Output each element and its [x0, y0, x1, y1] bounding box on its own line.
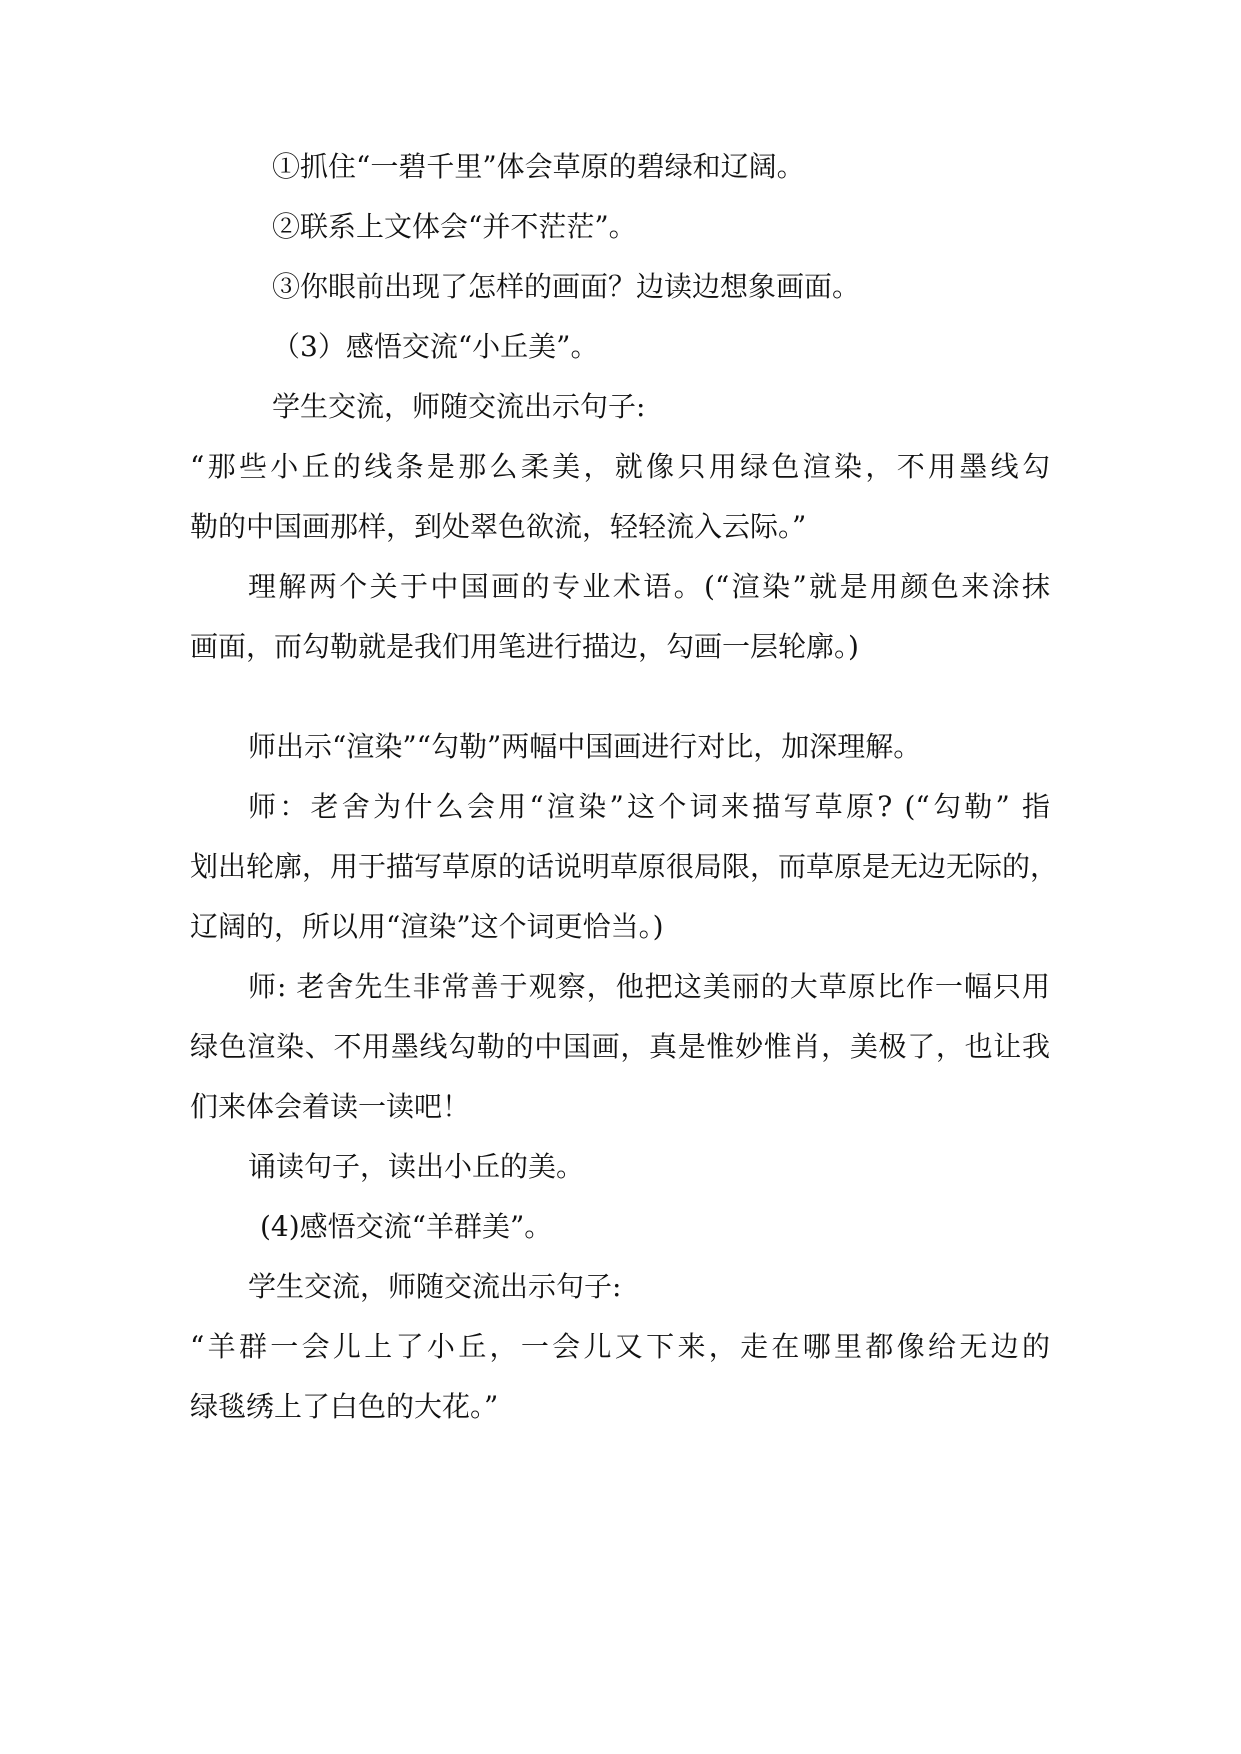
- text-line: 绿色渲染、不用墨线勾勒的中国画，真是惟妙惟肖，美极了，也让我: [190, 1030, 1050, 1063]
- quote-line: “羊群一会儿上了小丘，一会儿又下来，走在哪里都像给无边的: [190, 1330, 1050, 1363]
- text-line: 学生交流，师随交流出示句子:: [272, 390, 646, 423]
- section-heading: (4)感悟交流“羊群美”。: [260, 1210, 553, 1243]
- text-line: 学生交流，师随交流出示句子:: [248, 1270, 622, 1303]
- text-line: 画面，而勾勒就是我们用笔进行描边，勾画一层轮廓。): [190, 630, 859, 663]
- text-line: 划出轮廓，用于描写草原的话说明草原很局限，而草原是无边无际的，: [190, 850, 1059, 883]
- text-line: 辽阔的，所以用“渲染”这个词更恰当。): [190, 910, 664, 943]
- section-heading: （3）感悟交流“小丘美”。: [272, 330, 599, 363]
- text-line: 们来体会着读一读吧！: [190, 1090, 471, 1123]
- quote-line: 绿毯绣上了白色的大花。”: [190, 1390, 499, 1423]
- text-line: ③你眼前出现了怎样的画面？边读边想象画面。: [272, 270, 861, 303]
- quote-line: 勒的中国画那样，到处翠色欲流，轻轻流入云际。”: [190, 510, 807, 543]
- quote-line: “那些小丘的线条是那么柔美，就像只用绿色渲染，不用墨线勾: [190, 450, 1050, 483]
- text-line: 师: 老舍先生非常善于观察，他把这美丽的大草原比作一幅只用: [248, 970, 1050, 1003]
- text-line: 理解两个关于中国画的专业术语。(“渲染”就是用颜色来涂抹: [248, 570, 1050, 603]
- text-line: 师：老舍为什么会用“渲染”这个词来描写草原? (“勾勒” 指: [248, 790, 1050, 823]
- text-line: ①抓住“一碧千里”体会草原的碧绿和辽阔。: [272, 150, 805, 183]
- text-line: ②联系上文体会“并不茫茫”。: [272, 210, 637, 243]
- text-line: 师出示“渲染”“勾勒”两幅中国画进行对比，加深理解。: [248, 730, 922, 763]
- text-line: 诵读句子，读出小丘的美。: [248, 1150, 585, 1183]
